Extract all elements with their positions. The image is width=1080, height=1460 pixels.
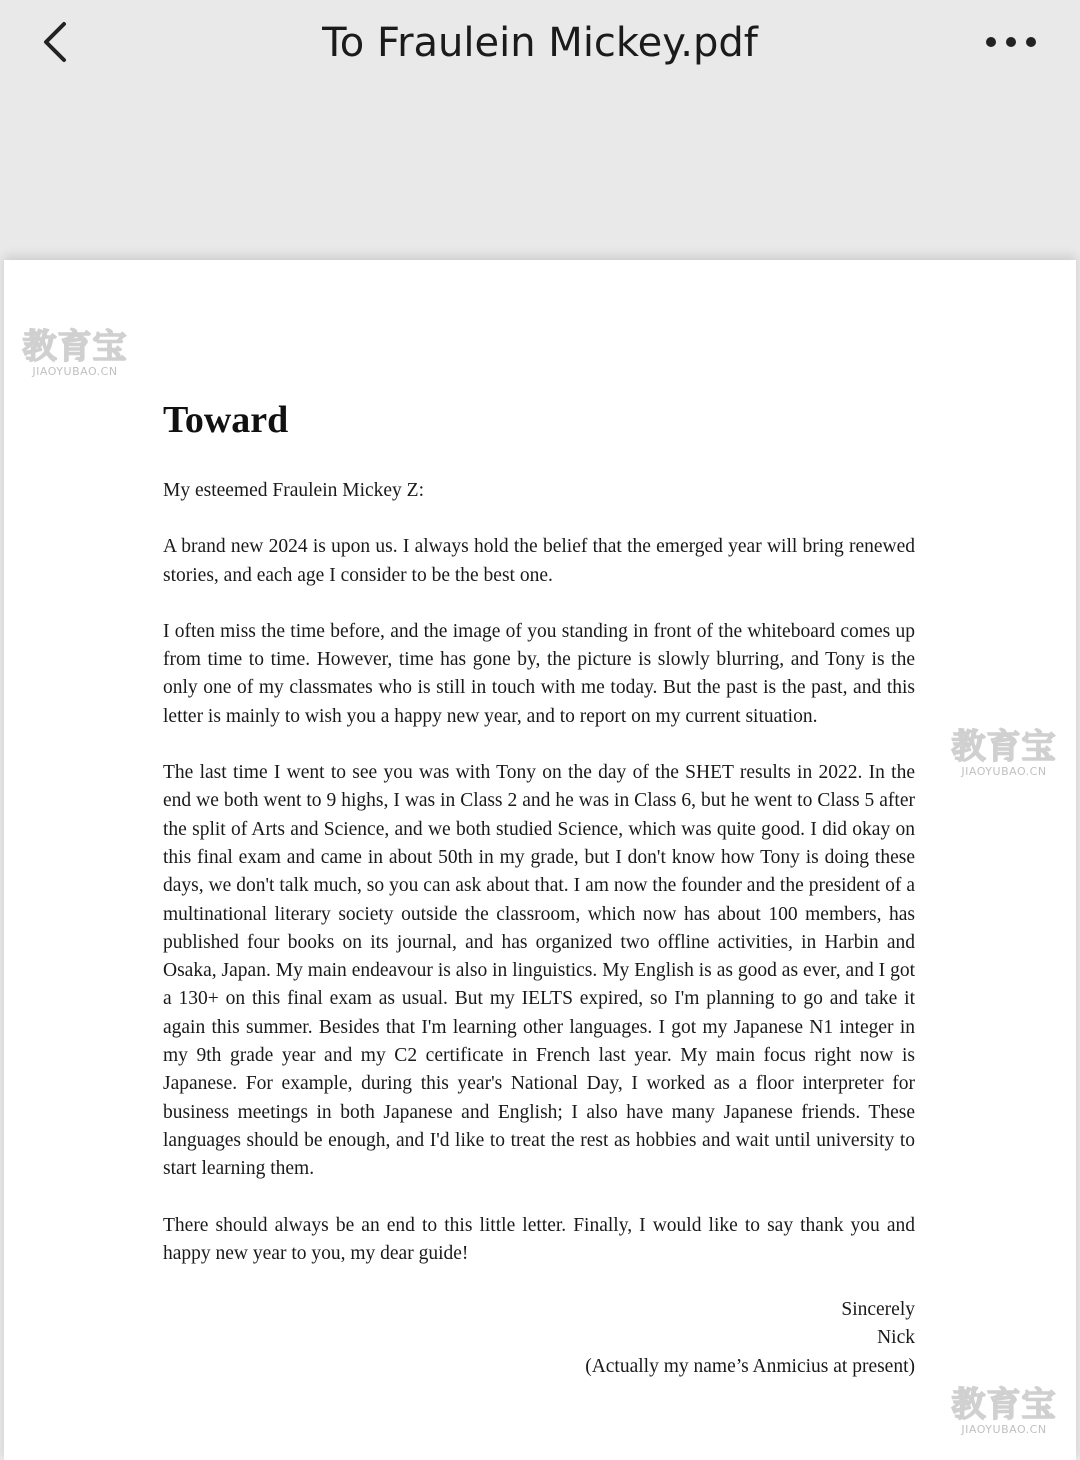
more-options-button[interactable] bbox=[978, 22, 1044, 62]
letter-paragraph: I often miss the time before, and the image of you standing in front of the whiteboard comes up from time to time. However, time has gone by, the picture is slowly blurring, and Tony is the only one of my classmates who is still in touch with me today. But the past is the past, and this letter is mainly to wish you a happy new year, and to report on my current situation. bbox=[163, 620, 915, 727]
letter-paragraph: The last time I went to see you was with Tony on the day of the SHET results in 2022. In the end we both went to 9 highs, I was in Class 2 and he was in Class 6, but he went to Class 5 after the split of Arts and Science, and we both studied Science, which was quite good. I did okay on this final exam and came in about 50th in my grade, but I don't know how Tony is doing these days, we don't talk much, so you can ask about that. I am now the founder and the president of a multinational literary society outside the classroom, which now has about 100 members, has published four books on its journal, and has organized two offline activities, in Harbin and Osaka, Japan. My main endeavour is also in linguistics. My English is as good as ever, and I got a 130+ on this final exam as usual. But my IELTS expired, so I'm planning to go and take it again this summer. Besides that I'm learning other languages. I got my Japanese N1 integer in my 9th grade year and my C2 certificate in French last year. My main focus right now is Japanese. For example, during this year's National Day, I worked as a floor interpreter for business meetings in both Japanese and English; I also have many Japanese friends. These languages should be enough, and I'd like to treat the rest as hobbies and wait until university to start learning them. bbox=[163, 762, 915, 1180]
more-horizontal-icon bbox=[978, 22, 1044, 62]
document-title: To Fraulein Mickey.pdf bbox=[322, 20, 758, 66]
signature-note: (Actually my name’s Anmicius at present) bbox=[585, 1355, 915, 1377]
closing-line: Sincerely bbox=[841, 1299, 915, 1321]
back-button[interactable] bbox=[28, 14, 84, 70]
letter-content bbox=[163, 395, 915, 1381]
watermark-url: JIAOYUBAO.CN bbox=[961, 765, 1047, 778]
letter-heading: Toward bbox=[163, 399, 289, 441]
letter-signature bbox=[163, 1296, 915, 1381]
signature-name: Nick bbox=[877, 1327, 915, 1349]
chevron-left-icon bbox=[28, 14, 84, 70]
letter-paragraph: There should always be an end to this little letter. Finally, I would like to say thank you and happy new year to you, my dear guide! bbox=[163, 1214, 915, 1264]
watermark-url: JIAOYUBAO.CN bbox=[32, 365, 118, 378]
letter-paragraph: A brand new 2024 is upon us. I always hold the belief that the emerged year will bring renewed stories, and each age I consider to be the best one. bbox=[163, 536, 915, 586]
watermark-url: JIAOYUBAO.CN bbox=[961, 1423, 1047, 1436]
letter-salutation: My esteemed Fraulein Mickey Z: bbox=[163, 480, 425, 501]
top-bar bbox=[0, 0, 1080, 250]
